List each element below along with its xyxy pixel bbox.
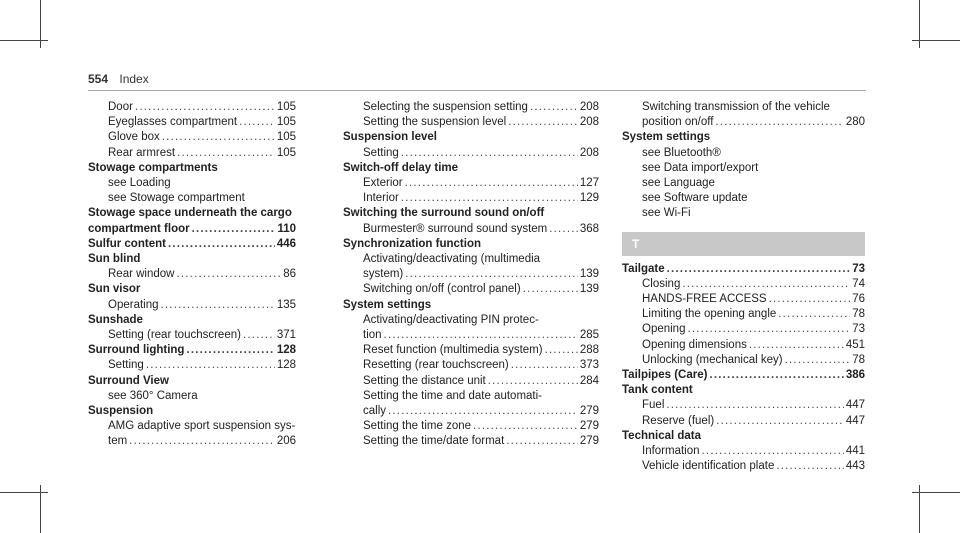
index-subentry [622,322,865,337]
index-subentry [622,191,865,206]
page-reference[interactable]: 285 [579,329,599,342]
page-reference[interactable]: 208 [579,116,599,129]
entry-text: AMG adaptive sport suspension sys- [108,420,296,433]
index-subentry [343,358,599,373]
index-entry [343,206,599,221]
index-entry [343,298,599,313]
dot-leader [785,353,851,368]
index-subentry [343,191,599,206]
page-reference[interactable]: 373 [579,359,599,372]
dot-leader [666,398,843,413]
entry-text: Setting [363,146,399,159]
dot-leader [508,115,578,130]
dot-leader [709,368,843,383]
dot-leader [146,358,275,373]
index-entry [88,222,296,237]
entry-text: Tank content [622,384,693,397]
page-reference[interactable]: 129 [579,192,599,205]
page-reference[interactable]: 443 [845,460,865,473]
dot-leader [384,328,578,343]
dot-leader [715,115,843,130]
entry-text: Switching transmission of the vehicle [642,101,830,113]
dot-leader [243,328,275,343]
entry-text: Selecting the suspension setting [363,101,528,113]
dot-leader [135,100,275,115]
dot-leader [769,292,851,307]
index-subentry [343,176,599,191]
entry-text: Opening [642,323,686,336]
dot-leader [405,267,578,282]
index-entry [88,161,296,176]
dot-leader [192,222,276,237]
index-subentry [343,374,599,389]
page-reference[interactable]: 105 [276,146,296,159]
entry-text: Exterior [363,177,403,190]
index-entry [622,262,865,277]
entry-text: System settings [343,298,432,311]
entry-text: Burmester® surround sound system [363,222,548,235]
entry-text: Resetting (rear touchscreen) [363,359,509,372]
page-reference[interactable]: 446 [276,237,296,250]
index-subentry [88,100,296,115]
index-entry [88,404,296,419]
dot-leader [749,338,844,353]
page-reference[interactable]: 127 [579,177,599,190]
entry-text: Fuel [642,399,665,412]
index-entry [88,374,296,389]
index-entry [88,313,296,328]
page-reference[interactable]: 78 [852,308,865,321]
entry-text: Limiting the opening angle [642,308,777,321]
dot-leader [405,176,578,191]
entry-text: see Software update [642,192,748,205]
index-subentry [88,298,296,313]
entry-text: Tailpipes (Care) [622,369,708,382]
page-reference[interactable]: 105 [276,101,296,113]
index-subentry [622,444,865,459]
index-subentry [343,328,599,343]
page-reference[interactable]: 76 [852,293,865,306]
crop-mark [912,492,960,493]
page-reference[interactable]: 441 [845,445,865,458]
entry-text: Tailgate [622,262,665,275]
dot-leader [523,282,578,297]
crop-mark [912,40,960,41]
dot-leader [702,444,844,459]
page-reference[interactable]: 86 [283,268,296,281]
dot-leader [776,459,843,474]
entry-text: Reserve (fuel) [642,414,715,427]
page-reference[interactable]: 78 [852,353,865,366]
entry-text: Information [642,445,700,458]
dot-leader [388,404,578,419]
entry-text: Setting the suspension level [363,116,507,129]
dot-leader [545,343,578,358]
page-reference[interactable]: 280 [845,116,865,129]
entry-text: Setting the time/date format [363,435,505,448]
index-subentry [622,206,865,221]
dot-leader [716,414,844,429]
index-subentry [88,419,296,434]
crop-mark [0,492,48,493]
page-number: 554 [88,72,109,86]
index-subentry [88,358,296,373]
entry-text: Setting [108,359,144,372]
crop-mark [0,40,48,41]
index-entry [88,252,296,267]
index-subentry [622,176,865,191]
index-entry [622,130,865,145]
entry-text: system) [363,268,404,281]
entry-text: Setting the distance unit [363,374,486,387]
dot-leader [239,115,275,130]
index-subentry [88,434,296,449]
entry-text: see Loading [108,177,171,190]
dot-leader [177,146,275,161]
page-reference[interactable]: 451 [845,338,865,351]
dot-leader [176,267,281,282]
index-entry [88,206,296,221]
index-subentry [88,130,296,145]
index-subentry [343,222,599,237]
index-column-2 [343,100,599,450]
dot-leader [511,358,578,373]
index-entry [343,161,599,176]
entry-text: Closing [642,277,681,290]
dot-leader [778,307,850,322]
entry-text: Surround lighting [88,344,185,357]
dot-leader [186,343,274,358]
index-subentry [343,434,599,449]
index-subentry [343,282,599,297]
entry-text: Rear window [108,268,175,281]
index-entry [343,130,599,145]
index-entry [622,383,865,398]
dot-leader [667,262,851,277]
dot-leader [168,237,275,252]
index-subentry [622,414,865,429]
index-subentry [343,267,599,282]
entry-text: Opening dimensions [642,338,747,351]
entry-text: see 360° Camera [108,389,198,402]
index-subentry [88,176,296,191]
dot-leader [401,191,578,206]
dot-leader [161,298,275,313]
entry-text: see Wi-Fi [642,207,691,220]
entry-text: Suspension [88,405,154,418]
index-subentry [88,328,296,343]
entry-text: cally [363,405,387,418]
entry-text: Glove box [108,131,160,144]
page-reference[interactable]: 128 [276,344,296,357]
entry-text: compartment floor [88,222,190,235]
index-subentry [88,146,296,161]
page-reference[interactable]: 74 [852,277,865,290]
index-subentry [88,267,296,282]
dot-leader [488,374,578,389]
entry-text: Surround View [88,374,169,387]
page-reference[interactable]: 368 [579,222,599,235]
index-subentry [622,353,865,368]
entry-text: Sunshade [88,313,143,326]
index-subentry [88,389,296,404]
index-letter-heading: T [622,232,865,256]
entry-text: Setting (rear touchscreen) [108,329,241,342]
index-subentry [622,115,865,130]
entry-text: see Stowage compartment [108,192,245,205]
index-subentry [622,146,865,161]
entry-text: see Data import/export [642,161,759,174]
index-subentry [88,191,296,206]
page-reference[interactable]: 279 [579,405,599,418]
index-subentry [622,307,865,322]
entry-text: Unlocking (mechanical key) [642,353,783,366]
dot-leader [506,434,578,449]
entry-text: Sun visor [88,283,141,296]
page-reference[interactable]: 128 [276,359,296,372]
entry-text: Switching the surround sound on/off [343,207,545,220]
entry-text: Setting the time and date automati- [363,389,542,402]
dot-leader [473,419,578,434]
page-reference[interactable]: 279 [579,435,599,448]
index-entry [622,368,865,383]
entry-text: see Language [642,177,715,190]
section-title: Index [119,72,149,86]
index-subentry [622,459,865,474]
page-reference[interactable]: 284 [579,374,599,387]
dot-leader [687,322,850,337]
entry-text: Interior [363,192,399,205]
header-divider [88,90,866,91]
index-subentry [343,343,599,358]
page-reference[interactable]: 279 [579,420,599,433]
page-reference[interactable]: 447 [845,414,865,427]
entry-text: Sulfur content [88,237,166,250]
entry-text: HANDS-FREE ACCESS [642,293,767,306]
page-reference[interactable]: 447 [845,399,865,412]
page-reference[interactable]: 288 [579,344,599,357]
index-entry [88,237,296,252]
index-column-1 [88,100,296,450]
index-subentry [622,338,865,353]
index-subentry [88,115,296,130]
page-reference[interactable]: 139 [579,268,599,281]
entry-text: System settings [622,131,711,144]
page-reference[interactable]: 386 [845,369,865,382]
entry-text: Suspension level [343,131,437,144]
dot-leader [549,222,578,237]
dot-leader [401,146,578,161]
index-subentry [622,292,865,307]
index-subentry [343,404,599,419]
entry-text: tem [108,435,128,448]
page-reference[interactable]: 208 [579,101,599,113]
index-entry [622,429,865,444]
entry-text: Switching on/off (control panel) [363,283,521,296]
index-subentry [343,115,599,130]
dot-leader [530,100,578,115]
entry-text: Activating/deactivating PIN protec- [363,313,539,326]
index-entry [88,282,296,297]
index-subentry [343,313,599,328]
page-reference[interactable]: 206 [276,435,296,448]
page-reference[interactable]: 208 [579,146,599,159]
entry-text: Eyeglasses compartment [108,116,238,129]
index-column-3 [622,100,865,474]
index-subentry [343,419,599,434]
entry-text: Reset function (multimedia system) [363,344,543,357]
index-subentry [343,252,599,267]
index-entry [88,343,296,358]
index-subentry [622,398,865,413]
index-subentry [343,389,599,404]
index-subentry [622,161,865,176]
page-reference[interactable]: 73 [852,262,865,275]
entry-text: Stowage compartments [88,161,218,174]
entry-text: Door [108,101,133,113]
entry-text: Synchronization function [343,237,481,250]
entry-text: Rear armrest [108,146,176,159]
page-reference[interactable]: 73 [852,323,865,336]
entry-text: Stowage space underneath the cargo [88,207,292,220]
entry-text: Technical data [622,429,702,442]
entry-text: Sun blind [88,253,141,266]
entry-text: Vehicle identification plate [642,460,775,473]
entry-text: position on/off [642,116,714,129]
index-subentry [622,277,865,292]
page-reference[interactable]: 110 [277,222,296,235]
page-reference[interactable]: 135 [276,298,296,311]
entry-text: tion [363,329,382,342]
page-reference[interactable]: 105 [276,131,296,144]
entry-text: Activating/deactivating (multimedia [363,253,541,266]
page-reference[interactable]: 105 [276,116,296,129]
page-reference[interactable]: 139 [579,283,599,296]
dot-leader [682,277,850,292]
dot-leader [162,130,275,145]
entry-text: Setting the time zone [363,420,472,433]
index-subentry [343,146,599,161]
entry-text: see Bluetooth® [642,146,721,159]
entry-text: Operating [108,298,159,311]
index-entry [343,237,599,252]
entry-text: Switch-off delay time [343,161,459,174]
index-subentry [343,100,599,115]
index-subentry [622,100,865,115]
page-reference[interactable]: 371 [276,329,296,342]
page-header [88,72,149,86]
dot-leader [129,434,275,449]
